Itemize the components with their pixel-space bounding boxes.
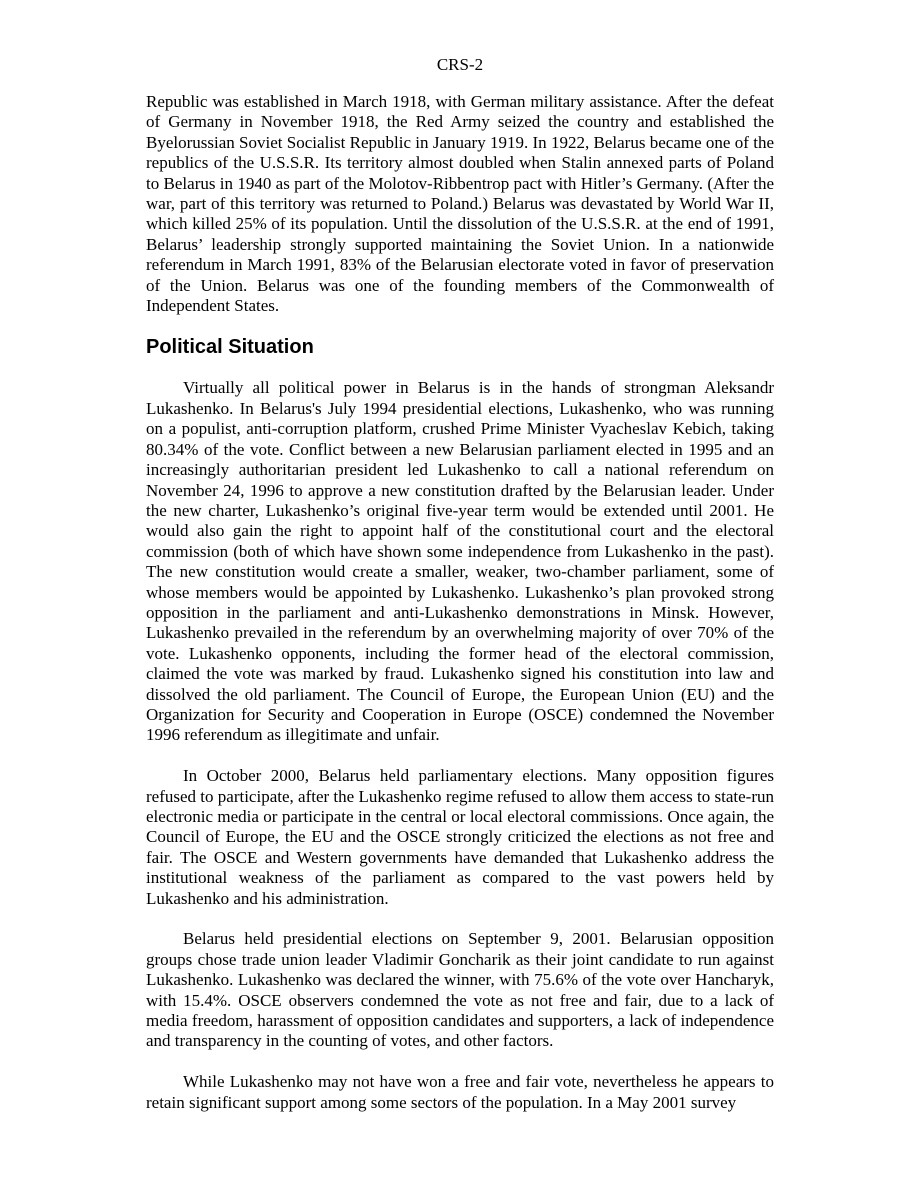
- body-paragraph-3: Belarus held presidential elections on September 9, 2001. Belarusian opposition groups chose trade union leader Vladimir Goncharik as their joint candidate to run against Lukashenko. Lukashenko was declared the winner, with 75.6% of the vote over Hancharyk, with 15.4%. OSCE observers condemned the vote as not free and fair, due to a lack of media freedom, harassment of opposition candidates and supporters, a lack of independence and transparency in the counting of votes, and other factors.: [146, 929, 774, 1051]
- body-paragraph-2: In October 2000, Belarus held parliamentary elections. Many opposition figures refused to participate, after the Lukashenko regime refused to allow them access to state-run electronic media or participate in the central or local electoral commissions. Once again, the Council of Europe, the EU and the OSCE strongly criticized the elections as not free and fair. The OSCE and Western governments have demanded that Lukashenko address the institutional weakness of the parliament as compared to the vast powers held by Lukashenko and his administration.: [146, 766, 774, 908]
- body-paragraph-1: Virtually all political power in Belarus is in the hands of strongman Aleksandr Lukashenko. In Belarus's July 1994 presidential elections, Lukashenko, who was running on a populist, anti-corruption platform, crushed Prime Minister Vyacheslav Kebich, taking 80.34% of the vote. Conflict between a new Belarusian parliament elected in 1995 and an increasingly authoritarian president led Lukashenko to call a national referendum on November 24, 1996 to approve a new constitution drafted by the Belarusian leader. Under the new charter, Lukashenko’s original five-year term would be extended until 2001. He would also gain the right to appoint half of the constitutional court and the electoral commission (both of which have shown some independence from Lukashenko in the past). The new constitution would create a smaller, weaker, two-chamber parliament, some of whose members would be appointed by Lukashenko. Lukashenko’s plan provoked strong opposition in the parliament and anti-Lukashenko demonstrations in Minsk. However, Lukashenko prevailed in the referendum by an overwhelming majority of over 70% of the vote. Lukashenko opponents, including the former head of the electoral commission, claimed the vote was marked by fraud. Lukashenko signed his constitution into law and dissolved the old parliament. The Council of Europe, the European Union (EU) and the Organization for Security and Cooperation in Europe (OSCE) condemned the November 1996 referendum as illegitimate and unfair.: [146, 378, 774, 745]
- page-number: CRS-2: [436, 55, 484, 74]
- section-heading: Political Situation: [146, 336, 314, 359]
- body-paragraph-4: While Lukashenko may not have won a free and fair vote, nevertheless he appears to retain significant support among some sectors of the population. In a May 2001 survey: [146, 1072, 774, 1112]
- intro-paragraph: Republic was established in March 1918, with German military assistance. After the defeat of Germany in November 1918, the Red Army seized the country and established the Byelorussian Soviet Socialist Republic in January 1919. In 1922, Belarus became one of the republics of the U.S.S.R. Its territory almost doubled when Stalin annexed parts of Poland to Belarus in 1940 as part of the Molotov-Ribbentrop pact with Hitler’s Germany. (After the war, part of this territory was returned to Poland.) Belarus was devastated by World War II, which killed 25% of its population. Until the dissolution of the U.S.S.R. at the end of 1991, Belarus’ leadership strongly supported maintaining the Soviet Union. In a nationwide referendum in March 1991, 83% of the Belarusian electorate voted in favor of preservation of the Union. Belarus was one of the founding members of the Commonwealth of Independent States.: [146, 92, 774, 316]
- document-page: [146, 54, 774, 1113]
